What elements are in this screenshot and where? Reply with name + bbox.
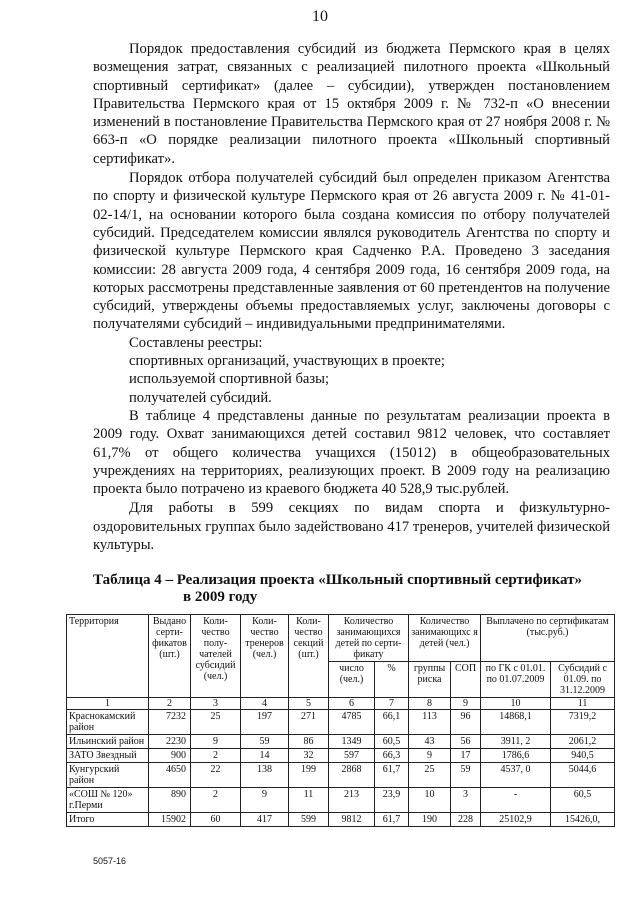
cell-risk-groups: 25 xyxy=(409,763,451,788)
header-paid: Выплачено по сертификатам (тыс.руб.) xyxy=(481,615,615,662)
cell-trainers: 417 xyxy=(241,813,289,827)
header-trainers: Коли-чество тренеров (чел.) xyxy=(241,615,289,698)
cell-paid-sub: 2061,2 xyxy=(551,735,615,749)
document-code: 5057-16 xyxy=(93,856,127,866)
cell-paid-gk: - xyxy=(481,788,551,813)
cell-territory: «СОШ № 120» г.Перми xyxy=(67,788,149,813)
cell-trainers: 197 xyxy=(241,710,289,735)
cell-paid-sub: 60,5 xyxy=(551,788,615,813)
cell-children-pct: 66,1 xyxy=(375,710,409,735)
cell-sections: 11 xyxy=(289,788,329,813)
cell-paid-sub: 5044,6 xyxy=(551,763,615,788)
cell-children-pct: 60,5 xyxy=(375,735,409,749)
column-index-row xyxy=(67,698,615,710)
cell-risk-sop: 3 xyxy=(451,788,481,813)
cell-recipients: 60 xyxy=(191,813,241,827)
cell-children-num: 1349 xyxy=(329,735,375,749)
cell-risk-groups: 10 xyxy=(409,788,451,813)
header-paid-gk: по ГК с 01.01. по 01.07.2009 xyxy=(481,662,551,698)
cell-sections: 32 xyxy=(289,749,329,763)
column-index: 10 xyxy=(481,698,551,710)
table-title xyxy=(93,572,613,606)
cell-issued: 15902 xyxy=(149,813,191,827)
cell-issued: 890 xyxy=(149,788,191,813)
body-text xyxy=(93,40,610,554)
cell-trainers: 9 xyxy=(241,788,289,813)
table-title-line1: Таблица 4 – Реализация проекта «Школьный спортивный сертификат» xyxy=(93,572,582,588)
column-index: 2 xyxy=(149,698,191,710)
header-risk-groups: группы риска xyxy=(409,662,451,698)
cell-children-pct: 66,3 xyxy=(375,749,409,763)
cell-sections: 599 xyxy=(289,813,329,827)
cell-paid-gk: 14868,1 xyxy=(481,710,551,735)
cell-children-num: 4785 xyxy=(329,710,375,735)
column-index: 4 xyxy=(241,698,289,710)
registry-item: спортивных организаций, участвующих в проекте; xyxy=(129,353,445,370)
cell-sections: 86 xyxy=(289,735,329,749)
cell-issued: 900 xyxy=(149,749,191,763)
cell-paid-sub: 940,5 xyxy=(551,749,615,763)
header-paid-sub: Субсидий с 01.09. по 31.12.2009 xyxy=(551,662,615,698)
page-number: 10 xyxy=(312,8,328,25)
cell-territory: Ильинский район xyxy=(67,735,149,749)
cell-issued: 4650 xyxy=(149,763,191,788)
paragraph-trainers: Для работы в 599 секциях по видам спорта и физкультурно-оздоровительных группах было задействовано 417 тренеров, учителей физической культуры. xyxy=(93,500,610,554)
table-row xyxy=(67,788,615,813)
table-row xyxy=(67,749,615,763)
column-index: 6 xyxy=(329,698,375,710)
column-index: 1 xyxy=(67,698,149,710)
paragraph-procedure: Порядок предоставления субсидий из бюджета Пермского края в целях возмещения затрат, связанных с реализацией пилотного проекта «Школьный спортивный сертификат» (далее – субсидии), утвержден постановлением Правительства Пермского края от 15 октября 2009 г. № 732-п «О внесении изменений в постановление Правительства Пермского края от 27 ноября 2008 г. № 663-п «О порядке реализации пилотного проекта «Школьный спортивный сертификат». xyxy=(93,41,610,167)
table-row xyxy=(67,735,615,749)
header-children-num: число (чел.) xyxy=(329,662,375,698)
header-sections: Коли-чество секций (шт.) xyxy=(289,615,329,698)
cell-children-pct: 23,9 xyxy=(375,788,409,813)
column-index: 8 xyxy=(409,698,451,710)
results-table xyxy=(66,614,615,827)
cell-children-num: 9812 xyxy=(329,813,375,827)
column-index: 9 xyxy=(451,698,481,710)
cell-risk-groups: 190 xyxy=(409,813,451,827)
header-recipients: Коли-чество полу-чателей субсидий (чел.) xyxy=(191,615,241,698)
cell-children-num: 213 xyxy=(329,788,375,813)
column-index: 7 xyxy=(375,698,409,710)
cell-territory: Кунгурский район xyxy=(67,763,149,788)
cell-sections: 271 xyxy=(289,710,329,735)
cell-risk-groups: 43 xyxy=(409,735,451,749)
registry-item: получателей субсидий. xyxy=(129,389,272,406)
paragraph-results: В таблице 4 представлены данные по результатам реализации проекта в 2009 году. Охват занимающихся детей составил 9812 человек, что составляет 61,7% от общего количества учащихся (15012) в общеобразовательных учреждениях на территориях, реализующих проект. В 2009 году на реализацию проекта было потрачено из краевого бюджета 40 528,9 тыс.рублей. xyxy=(93,407,610,498)
header-children-pct: % xyxy=(375,662,409,698)
cell-recipients: 25 xyxy=(191,710,241,735)
cell-risk-sop: 56 xyxy=(451,735,481,749)
header-issued: Выдано серти-фикатов (шт.) xyxy=(149,615,191,698)
header-territory: Территория xyxy=(67,615,149,698)
cell-territory: Краснокамский район xyxy=(67,710,149,735)
cell-territory: Итого xyxy=(67,813,149,827)
cell-recipients: 2 xyxy=(191,749,241,763)
table-row xyxy=(67,763,615,788)
cell-trainers: 14 xyxy=(241,749,289,763)
cell-recipients: 2 xyxy=(191,788,241,813)
cell-territory: ЗАТО Звездный xyxy=(67,749,149,763)
column-index: 3 xyxy=(191,698,241,710)
paragraph-registries: Составлены реестры: xyxy=(129,334,263,351)
column-index: 11 xyxy=(551,698,615,710)
table-header-row xyxy=(67,615,615,662)
table-title-line2: в 2009 году xyxy=(183,589,258,605)
table-total-row xyxy=(67,813,615,827)
cell-issued: 2230 xyxy=(149,735,191,749)
cell-risk-groups: 9 xyxy=(409,749,451,763)
table-row xyxy=(67,710,615,735)
cell-trainers: 138 xyxy=(241,763,289,788)
cell-risk-sop: 59 xyxy=(451,763,481,788)
cell-risk-groups: 113 xyxy=(409,710,451,735)
cell-paid-gk: 3911, 2 xyxy=(481,735,551,749)
cell-paid-sub: 15426,0, xyxy=(551,813,615,827)
cell-issued: 7232 xyxy=(149,710,191,735)
cell-paid-sub: 7319,2 xyxy=(551,710,615,735)
cell-recipients: 22 xyxy=(191,763,241,788)
column-index: 5 xyxy=(289,698,329,710)
cell-children-pct: 61,7 xyxy=(375,763,409,788)
cell-trainers: 59 xyxy=(241,735,289,749)
header-risk-sop: СОП xyxy=(451,662,481,698)
cell-risk-sop: 96 xyxy=(451,710,481,735)
cell-risk-sop: 17 xyxy=(451,749,481,763)
header-risk: Количество занимающихс я детей (чел.) xyxy=(409,615,481,662)
cell-paid-gk: 25102,9 xyxy=(481,813,551,827)
cell-risk-sop: 228 xyxy=(451,813,481,827)
cell-recipients: 9 xyxy=(191,735,241,749)
cell-paid-gk: 4537, 0 xyxy=(481,763,551,788)
header-children: Количество занимающихся детей по серти-фикату xyxy=(329,615,409,662)
cell-children-num: 597 xyxy=(329,749,375,763)
registry-item: используемой спортивной базы; xyxy=(129,371,330,388)
cell-children-pct: 61,7 xyxy=(375,813,409,827)
cell-sections: 199 xyxy=(289,763,329,788)
paragraph-selection: Порядок отбора получателей субсидий был определен приказом Агентства по спорту и физической культуре Пермского края от 26 августа 2009 г. № 41-01-02-14/1, на основании которого была создана комиссия по отбору получателей субсидий. Председателем комиссии являлся руководитель Агентства по спорту и физической культуре Пермского края Садченко Р.А. Проведено 3 заседания комиссии: 28 августа 2009 года, 4 сентября 2009 года, 16 сентября 2009 года, на которых рассмотрены представленные заявления от 60 претендентов на получение субсидий, утверждены объемы предоставляемых услуг, заключены договоры с получателями субсидий – индивидуальными предпринимателями. xyxy=(93,170,610,333)
cell-children-num: 2868 xyxy=(329,763,375,788)
cell-paid-gk: 1786,6 xyxy=(481,749,551,763)
